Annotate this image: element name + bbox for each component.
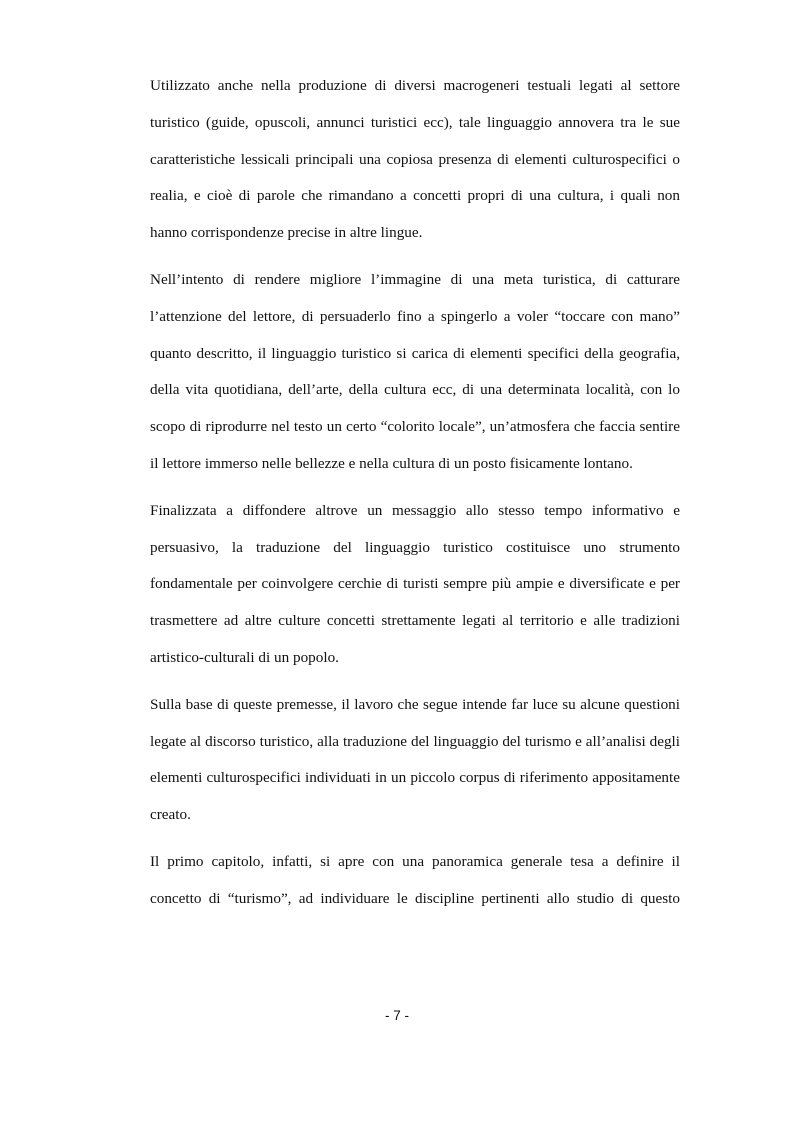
document-body	[150, 68, 680, 928]
paragraph-2: Nell’intento di rendere migliore l’immagine di una meta turistica, di catturare l’attenzione del lettore, di persuaderlo fino a spingerlo a voler “toccare con mano” quanto descritto, il linguaggio turistico si carica di elementi specifici della geografia, della vita quotidiana, dell’arte, della cultura ecc, di una determinata località, con lo scopo di riprodurre nel testo un certo “colorito locale”, un’atmosfera che faccia sentire il lettore immerso nelle bellezze e nella cultura di un posto fisicamente lontano.	[150, 270, 680, 472]
page-number: - 7 -	[384, 1008, 409, 1023]
paragraph-3: Finalizzata a diffondere altrove un messaggio allo stesso tempo informativo e persuasivo, la traduzione del linguaggio turistico costituisce uno strumento fondamentale per coinvolgere cerchie di turisti sempre più ampie e diversificate e per trasmettere ad altre culture concetti strettamente legati al territorio e alle tradizioni artistico-culturali di un popolo.	[150, 501, 680, 666]
paragraph-1: Utilizzato anche nella produzione di diversi macrogeneri testuali legati al settore turistico (guide, opuscoli, annunci turistici ecc), tale linguaggio annovera tra le sue caratteristiche lessicali principali una copiosa presenza di elementi culturospecifici o realia, e cioè di parole che rimandano a concetti propri di una cultura, i quali non hanno corrispondenze precise in altre lingue.	[150, 77, 680, 242]
paragraph-4: Sulla base di queste premesse, il lavoro che segue intende far luce su alcune questioni legate al discorso turistico, alla traduzione del linguaggio del turismo e all’analisi degli elementi culturospecifici individuati in un piccolo corpus di riferimento appositamente creato.	[150, 695, 680, 824]
paragraph-5: Il primo capitolo, infatti, si apre con una panoramica generale tesa a definire il concetto di “turismo”, ad individuare le discipline pertinenti allo studio di questo	[150, 852, 680, 907]
